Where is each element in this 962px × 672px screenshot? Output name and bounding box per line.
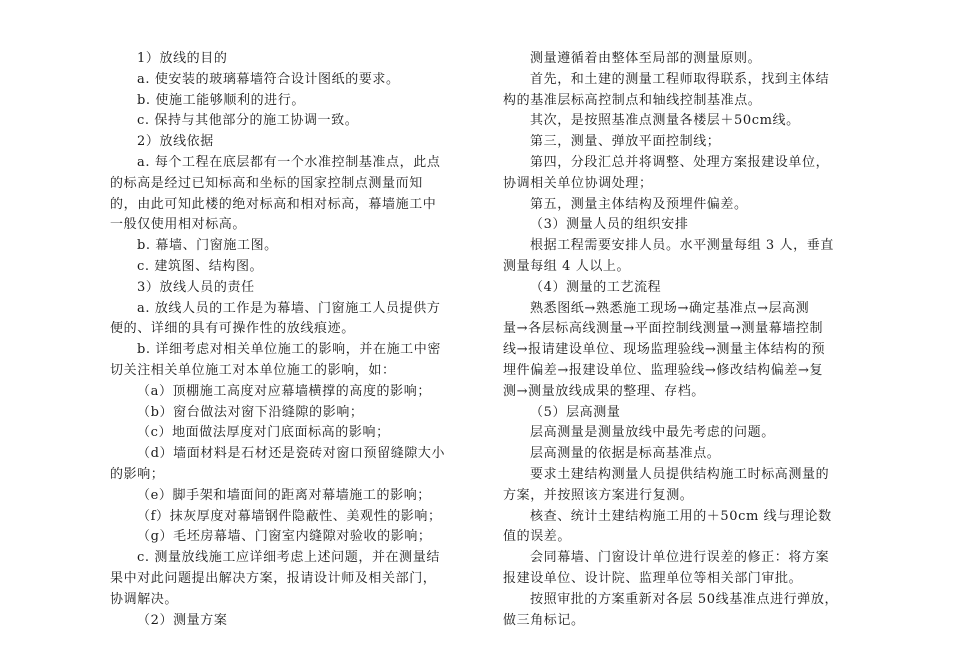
text-line: 要求土建结构测量人员提供结构施工时标高测量的 xyxy=(530,466,830,482)
text-line: 做三角标记。 xyxy=(503,612,585,628)
text-line: （4）测量的工艺流程 xyxy=(530,279,662,295)
text-line: 方案，并按照该方案进行复测。 xyxy=(503,487,694,503)
text-line: （5）层高测量 xyxy=(530,404,621,420)
text-line: 的标高是经过已知标高和坐标的国家控制点测量而知 xyxy=(110,175,423,191)
text-line: （g）毛坯房幕墙、门窗室内缝隙对验收的影响； xyxy=(137,529,432,545)
left-text-column xyxy=(110,49,462,631)
text-line: 线→报请建设单位、现场监理验线→测量主体结构的预 xyxy=(503,342,826,358)
text-line: 第三，测量、弹放平面控制线； xyxy=(530,134,721,150)
text-line: （a）顶棚施工高度对应幕墙横撑的高度的影响； xyxy=(137,383,431,399)
text-line: b. 使施工能够顺利的进行。 xyxy=(137,92,305,108)
text-line: 的影响； xyxy=(110,466,165,482)
text-line: （3）测量人员的组织安排 xyxy=(530,217,689,233)
text-line: 按照审批的方案重新对各层 50线基准点进行弹放， xyxy=(530,591,839,607)
text-line: （b）窗台做法对窗下沿缝隙的影响； xyxy=(137,404,364,420)
text-line: 埋件偏差→报建设单位、监理验线→修改结构偏差→复 xyxy=(503,362,824,378)
text-line: c. 保持与其他部分的施工协调一致。 xyxy=(137,113,359,129)
text-line: 会同幕墙、门窗设计单位进行误差的修正：将方案 xyxy=(530,550,830,566)
text-line: 量→各层标高线测量→平面控制线测量→测量幕墙控制 xyxy=(503,321,824,337)
text-line: 协调解决。 xyxy=(110,591,179,607)
text-line: c. 测量放线施工应详细考虑上述问题，并在测量结 xyxy=(137,550,440,566)
text-line: 第四，分段汇总并将调整、处理方案报建设单位， xyxy=(530,154,830,170)
text-line: 层高测量的依据是标高基准点。 xyxy=(530,446,721,462)
text-line: 层高测量是测量放线中最先考虑的问题。 xyxy=(530,425,775,441)
text-line: 的，由此可知此楼的绝对标高和相对标高，幕墙施工中 xyxy=(110,196,437,212)
text-line: （2）测量方案 xyxy=(137,612,228,628)
text-line: 测→测量放线成果的整理、存档。 xyxy=(503,383,705,399)
text-line: 测量每组 4 人以上。 xyxy=(503,258,631,274)
text-line: b. 幕墙、门窗施工图。 xyxy=(137,238,278,254)
text-line: 报建设单位、设计院、监理单位等相关部门审批。 xyxy=(503,570,803,586)
text-line: 便的、详细的具有可操作性的放线痕迹。 xyxy=(110,321,355,337)
text-line: a. 使安装的玻璃幕墙符合设计图纸的要求。 xyxy=(137,71,400,87)
text-line: c. 建筑图、结构图。 xyxy=(137,258,264,274)
text-line: 1）放线的目的 xyxy=(137,51,228,66)
text-line: （c）地面做法厚度对门底面标高的影响； xyxy=(137,425,390,441)
text-line: 一般仅使用相对标高。 xyxy=(110,217,247,233)
text-line: a. 放线人员的工作是为幕墙、门窗施工人员提供方 xyxy=(137,300,441,316)
text-line: 果中对此问题提出解决方案，报请设计师及相关部门， xyxy=(110,570,437,586)
text-line: 第五，测量主体结构及预埋件偏差。 xyxy=(530,196,748,212)
text-line: b. 详细考虑对相关单位施工的影响，并在施工中密 xyxy=(137,342,441,358)
text-line: 首先，和土建的测量工程师取得联系，找到主体结 xyxy=(530,71,830,87)
text-line: 核查、统计土建结构施工用的＋50cm 线与理论数 xyxy=(530,508,832,524)
text-line: 3）放线人员的责任 xyxy=(137,279,255,295)
text-line: 其次，是按照基准点测量各楼层＋50cm线。 xyxy=(530,113,800,129)
text-line: 切关注相关单位施工对本单位施工的影响，如： xyxy=(110,362,396,378)
text-line: 根据工程需要安排人员。水平测量每组 3 人，垂直 xyxy=(530,238,834,254)
text-line: （f）抹灰厚度对幕墙钢件隐蔽性、美观性的影响； xyxy=(137,508,442,524)
right-text-column xyxy=(503,49,843,631)
text-line: 熟悉图纸→熟悉施工现场→确定基准点→层高测 xyxy=(530,300,810,316)
text-line: 构的基准层标高控制点和轴线控制基准点。 xyxy=(503,92,762,108)
text-line: 值的误差。 xyxy=(503,529,572,545)
text-line: 协调相关单位协调处理； xyxy=(503,175,653,191)
text-line: 2）放线依据 xyxy=(137,134,214,150)
text-line: 测量遵循着由整体至局部的测量原则。 xyxy=(530,51,762,66)
text-line: （e）脚手架和墙面间的距离对幕墙施工的影响； xyxy=(137,487,431,503)
text-line: a. 每个工程在底层都有一个水准控制基准点，此点 xyxy=(137,154,441,170)
text-line: （d）墙面材料是石材还是瓷砖对窗口预留缝隙大小 xyxy=(137,446,446,462)
